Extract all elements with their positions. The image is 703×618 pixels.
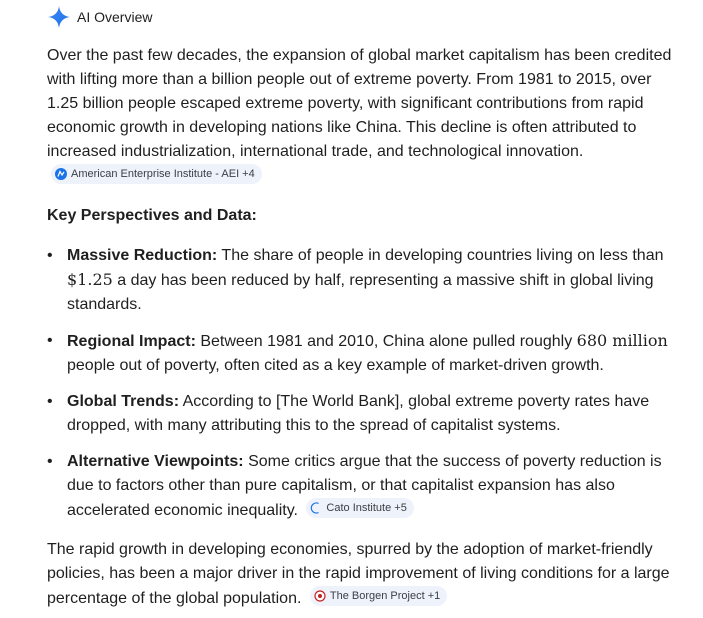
perspectives-list bbox=[47, 244, 687, 535]
bullet-text: people out of poverty, often cited as a key example of market-driven growth. bbox=[67, 357, 604, 374]
list-item bbox=[47, 244, 687, 317]
closing-paragraph bbox=[47, 538, 687, 611]
bullet-text: Between 1981 and 2010, China alone pulled roughly bbox=[195, 333, 577, 350]
ai-overview-title: AI Overview bbox=[77, 9, 153, 25]
ai-overview-header bbox=[47, 5, 152, 29]
source-chip-label: Cato Institute +5 bbox=[326, 502, 407, 514]
source-chip-borgen[interactable] bbox=[310, 586, 447, 606]
source-chip-label: American Enterprise Institute - AEI +4 bbox=[71, 168, 255, 180]
bullet-highlight: $1.25 bbox=[67, 270, 113, 289]
borgen-favicon-icon bbox=[314, 590, 326, 602]
list-item bbox=[47, 390, 687, 438]
intro-text: Over the past few decades, the expansion of global market capitalism has been credited with lifting more than a billion people out of extreme poverty. From 1981 to 2015, over 1.25 billion people escaped extreme poverty, with significant contributions from rapid economic growth in developing nations like China. This decline is often attributed to increased industrialization, international trade, and technological innovation. bbox=[47, 47, 672, 160]
bullet-title: Regional Impact: bbox=[67, 333, 196, 350]
cato-favicon-icon bbox=[310, 502, 322, 514]
bullet-text: a day has been reduced by half, representing a massive shift in global living standards. bbox=[67, 272, 654, 313]
source-chip-cato[interactable] bbox=[306, 498, 413, 518]
bullet-text: According to [The World Bank], global extreme poverty rates have dropped, with many attributing this to the spread of capitalist systems. bbox=[67, 393, 650, 434]
bullet-highlight: 680 million bbox=[576, 331, 668, 350]
bullet-title: Massive Reduction: bbox=[67, 247, 218, 264]
list-item bbox=[47, 450, 687, 523]
source-chip-aei[interactable] bbox=[51, 164, 262, 184]
bullet-title: Alternative Viewpoints: bbox=[67, 453, 244, 470]
bullet-text: Some critics argue that the success of poverty reduction is due to factors other than pure capitalism, or that capitalist expansion has also accelerated economic inequality. bbox=[67, 453, 662, 519]
key-perspectives-heading: Key Perspectives and Data: bbox=[47, 207, 257, 224]
aei-favicon-icon bbox=[55, 168, 67, 180]
list-item bbox=[47, 329, 687, 378]
source-chip-label: The Borgen Project +1 bbox=[329, 590, 441, 602]
bullet-title: Global Trends: bbox=[67, 393, 180, 410]
closing-text: The rapid growth in developing economies, spurred by the adoption of market-friendly policies, has been a major driver in the rapid improvement of living conditions for a large percentage of the global population. bbox=[47, 541, 670, 607]
intro-paragraph bbox=[47, 44, 687, 189]
bullet-text: The share of people in developing countries living on less than bbox=[217, 247, 664, 264]
sparkle-icon bbox=[47, 5, 71, 29]
